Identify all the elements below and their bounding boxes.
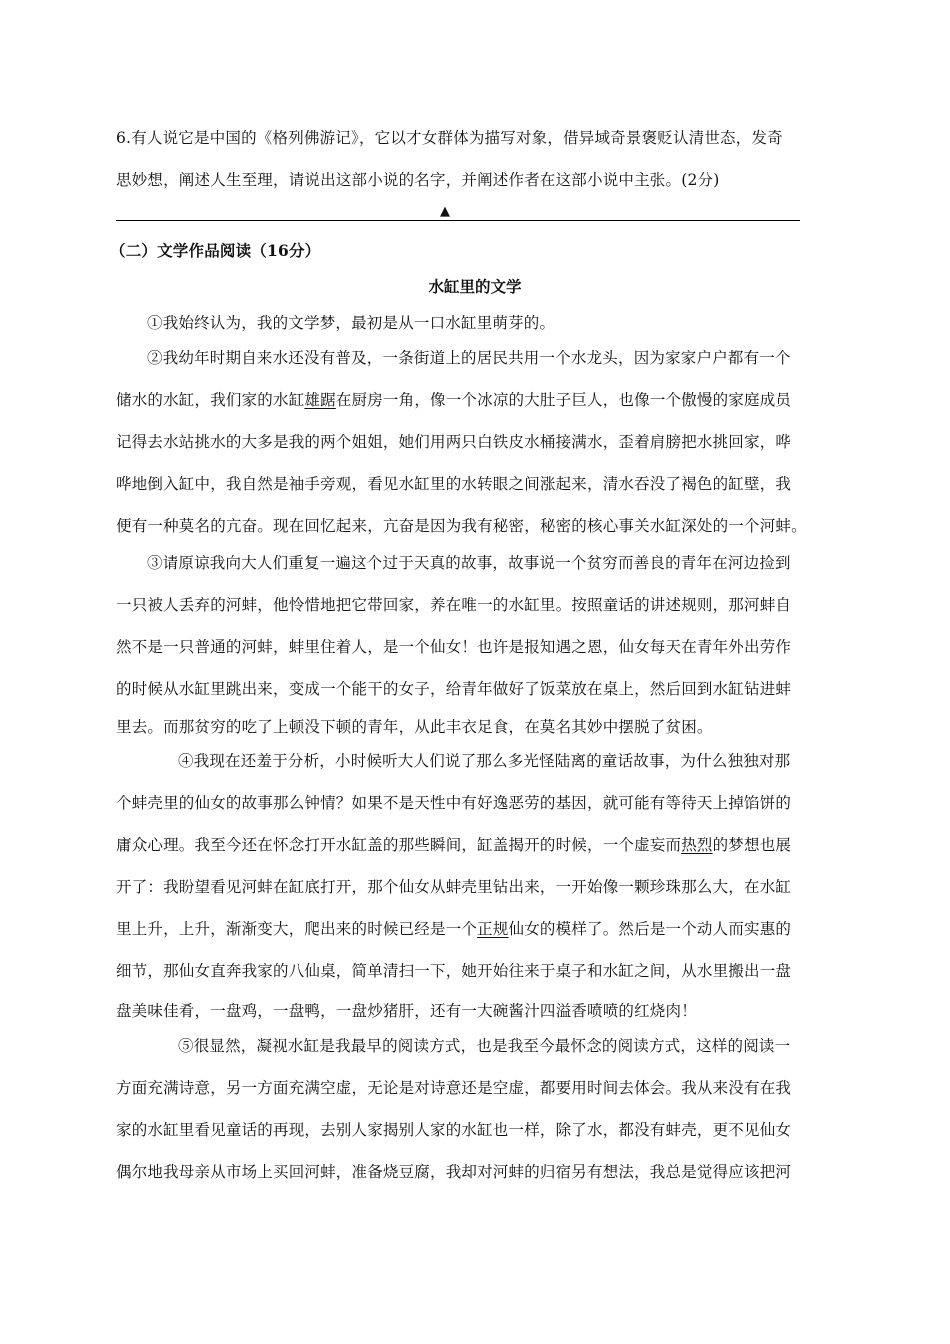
paragraph-4-line-5-text-a: 里上升，上升，渐渐变大，爬出来的时候已经是一个 [116, 920, 478, 938]
paragraph-4-line-3 [116, 835, 791, 855]
paragraph-4-line-6: 细节，那仙女直奔我家的八仙桌，简单清扫一下，她开始往来于桌子和水缸之间，从水里搬出一盘 [116, 962, 792, 980]
section-heading: （二）文学作品阅读（16分） [110, 241, 321, 260]
paragraph-2-line-2 [116, 390, 791, 410]
underlined-word-relie: 热烈 [681, 836, 713, 854]
paragraph-4-line-5-text-b: 仙女的模样了。然后是一个动人而实惠的 [508, 920, 792, 938]
paragraph-5-line-1: ⑤很显然，凝视水缸是我最早的阅读方式，也是我至今最怀念的阅读方式，这样的阅读一 [178, 1037, 791, 1055]
paragraph-5-line-4: 偶尔地我母亲从市场上买回河蚌，准备烧豆腐，我却对河蚌的归宿另有想法，我总是觉得应该把河 [116, 1163, 792, 1181]
paragraph-3-line-1: ③请原谅我向大人们重复一遍这个过于天真的故事，故事说一个贫穷而善良的青年在河边捡到 [147, 554, 791, 572]
paragraph-4-line-5 [116, 919, 791, 939]
paragraph-3-line-4: 的时候从水缸里跳出来，变成一个能干的女子，给青年做好了饭菜放在桌上，然后回到水缸钻进蚌 [116, 680, 792, 698]
paragraph-4-line-7: 盘美味佳肴，一盘鸡，一盘鸭，一盘炒猪肝，还有一大碗酱汁四溢香喷喷的红烧肉！ [116, 1002, 697, 1020]
passage-title: 水缸里的文学 [428, 277, 522, 296]
paragraph-5-line-2: 方面充满诗意，另一方面充满空虚，无论是对诗意还是空虚，都要用时间去体会。我从来没有在我 [116, 1079, 792, 1097]
paragraph-5-line-3: 家的水缸里看见童话的再现，去别人家揭别人家的水缸也一样，除了水，都没有蚌壳，更不见仙女 [116, 1121, 792, 1139]
paragraph-3-line-3: 然不是一只普通的河蚌，蚌里住着人，是一个仙女！也许是报知遇之恩，仙女每天在青年外出劳作 [116, 638, 792, 656]
question-6-line-1: 6.有人说它是中国的《格列佛游记》，它以才女群体为描写对象，借异域奇景褒贬认清世态，发奇 [116, 129, 783, 147]
paragraph-4-line-2: 个蚌壳里的仙女的故事那么钟情？如果不是天性中有好逸恶劳的基因，就可能有等待天上掉馅饼的 [116, 794, 792, 812]
paragraph-2-line-4: 哗地倒入缸中，我自然是袖手旁观，看见水缸里的水转眼之间涨起来，清水吞没了褐色的缸壁，我 [116, 475, 792, 493]
paragraph-1-line-1: ①我始终认为，我的文学梦，最初是从一口水缸里萌芽的。 [147, 314, 556, 332]
paragraph-2-line-3: 记得去水站挑水的大多是我的两个姐姐，她们用两只白铁皮水桶接满水，歪着肩膀把水挑回家，哗 [116, 433, 792, 451]
answer-triangle-icon: ▲ [440, 204, 450, 219]
paragraph-4-line-4: 开了：我盼望看见河蚌在缸底打开，那个仙女从蚌壳里钻出来，一开始像一颗珍珠那么大，在水缸 [116, 878, 792, 896]
paragraph-3-line-5: 里去。而那贫穷的吃了上顿没下顿的青年，从此丰衣足食，在莫名其妙中摆脱了贫困。 [116, 718, 713, 736]
paragraph-3-line-2: 一只被人丢弃的河蚌，他怜惜地把它带回家，养在唯一的水缸里。按照童话的讲述规则，那河蚌自 [116, 596, 792, 614]
paragraph-4-line-3-text-b: 的梦想也展 [712, 836, 792, 854]
paragraph-2-line-1: ②我幼年时期自来水还没有普及，一条街道上的居民共用一个水龙头，因为家家户户都有一个 [147, 349, 791, 367]
paragraph-2-line-5: 便有一种莫名的亢奋。现在回忆起来，亢奋是因为我有秘密，秘密的核心事关水缸深处的一个河蚌。 [116, 517, 807, 535]
answer-line [116, 220, 800, 221]
underlined-word-xiongju: 雄踞 [304, 391, 336, 409]
paragraph-2-line-2-text-b: 在厨房一角，像一个冰凉的大肚子巨人，也像一个傲慢的家庭成员 [335, 391, 792, 409]
underlined-word-zhenggui: 正规 [477, 920, 509, 938]
paragraph-4-line-1: ④我现在还羞于分析，小时候听大人们说了那么多光怪陆离的童话故事，为什么独独对那 [178, 752, 791, 770]
question-6-line-2: 思妙想，阐述人生至理，请说出这部小说的名字，并阐述作者在这部小说中主张。(2分) [116, 171, 720, 189]
paragraph-4-line-3-text-a: 庸众心理。我至今还在怀念打开水缸盖的那些瞬间，缸盖揭开的时候，一个虚妄而 [116, 836, 682, 854]
paragraph-2-line-2-text-a: 储水的水缸，我们家的水缸 [116, 391, 305, 409]
